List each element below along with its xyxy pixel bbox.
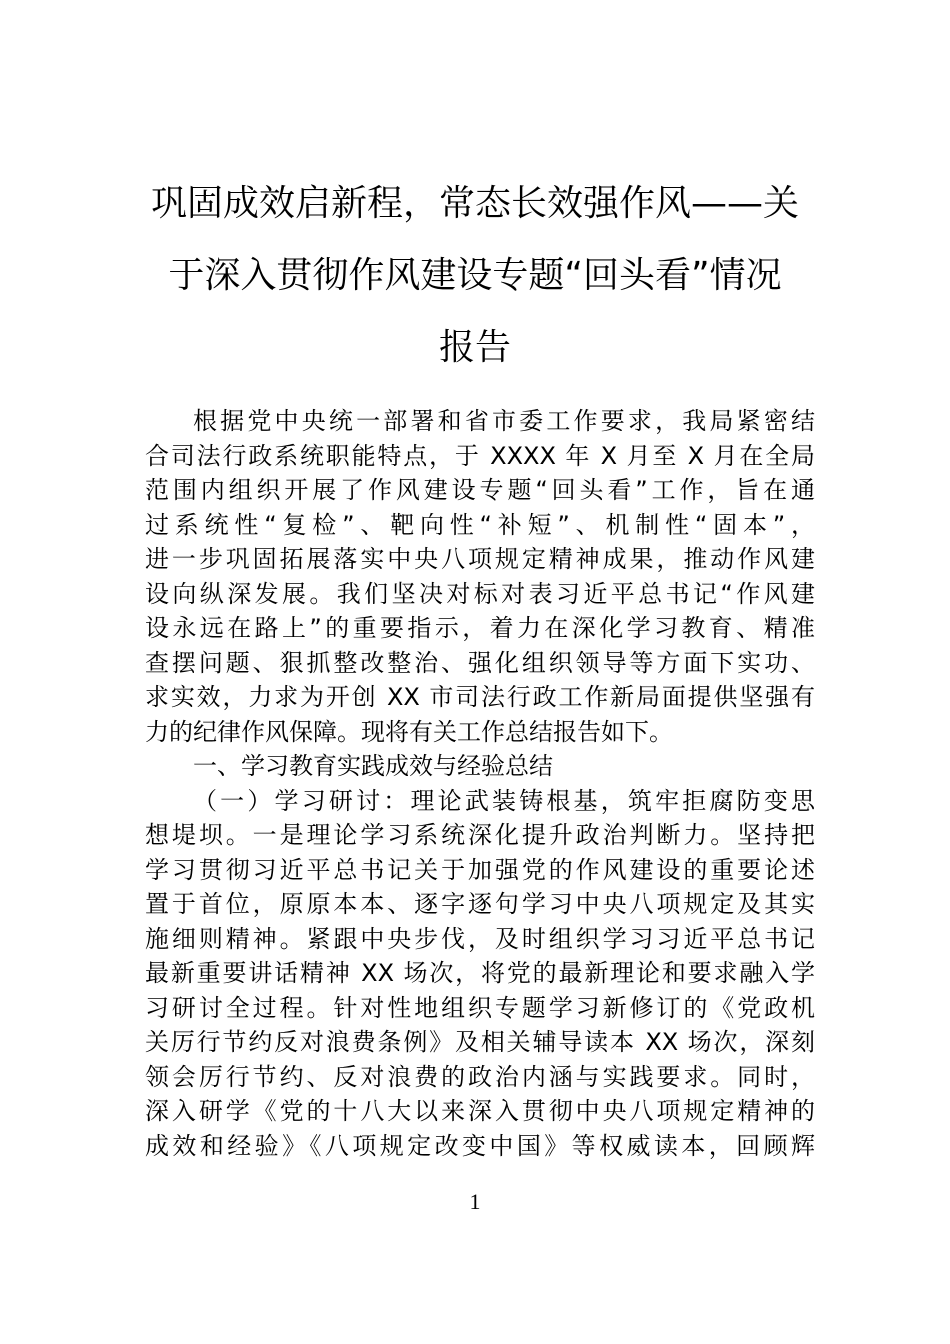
paragraph-line: 进一步巩固拓展落实中央八项规定精神成果，推动作风建 [145, 545, 815, 573]
title-line: 巩固成效启新程，常态长效强作风——关 [150, 183, 799, 224]
paragraph-line: 深入研学《党的十八大以来深入贯彻中央八项规定精神的 [145, 1097, 815, 1125]
paragraph-line: 关厉行节约反对浪费条例》及相关辅导读本 XX 场次，深刻 [145, 1028, 815, 1056]
document-title [145, 168, 805, 384]
paragraph-intro [145, 404, 815, 749]
paragraph-line: 查摆问题、狠抓整改整治、强化组织领导等方面下实功、 [145, 648, 815, 677]
paragraph-line: 合司法行政系统职能特点，于 XXXX 年 X 月至 X 月在全局 [145, 441, 815, 470]
section-heading: 一、学习教育实践成效与经验总结 [193, 752, 553, 780]
paragraph-line: 想堤坝。一是理论学习系统深化提升政治判断力。坚持把 [145, 821, 815, 849]
paragraph-line: 力的纪律作风保障。现将有关工作总结报告如下。 [145, 717, 673, 746]
title-line: 于深入贯彻作风建设专题“回头看”情况 [168, 255, 782, 296]
paragraph-line: 施细则精神。紧跟中央步伐，及时组织学习习近平总书记 [145, 924, 815, 953]
paragraph-line: 设永远在路上”的重要指示，着力在深化学习教育、精准 [145, 614, 815, 642]
paragraph-line: 范围内组织开展了作风建设专题“回头看”工作，旨在通 [145, 476, 815, 504]
paragraph-line: （一）学习研讨：理论武装铸根基，筑牢拒腐防变思 [193, 786, 815, 815]
title-line: 报告 [438, 327, 511, 368]
paragraph-line: 过系统性“复检”、靶向性“补短”、机制性“固本”， [145, 510, 815, 539]
paragraph-line: 领会厉行节约、反对浪费的政治内涵与实践要求。同时， [145, 1062, 815, 1091]
paragraph-line: 求实效，力求为开创 XX 市司法行政工作新局面提供坚强有 [145, 683, 815, 711]
paragraph-line: 根据党中央统一部署和省市委工作要求，我局紧密结 [193, 407, 815, 435]
paragraph-line: 习研讨全过程。针对性地组织专题学习新修订的《党政机 [145, 993, 815, 1022]
paragraph-line: 置于首位，原原本本、逐字逐句学习中央八项规定及其实 [145, 890, 815, 918]
document-body [145, 404, 815, 1163]
paragraph-line: 学习贯彻习近平总书记关于加强党的作风建设的重要论述 [145, 855, 815, 884]
paragraph-line: 设向纵深发展。我们坚决对标对表习近平总书记“作风建 [145, 579, 815, 608]
paragraph-study [145, 784, 815, 1164]
page-number: 1 [469, 1189, 481, 1214]
paragraph-line: 最新重要讲话精神 XX 场次，将党的最新理论和要求融入学 [145, 959, 815, 987]
paragraph-line: 成效和经验》《八项规定改变中国》等权威读本，回顾辉 [145, 1131, 815, 1160]
